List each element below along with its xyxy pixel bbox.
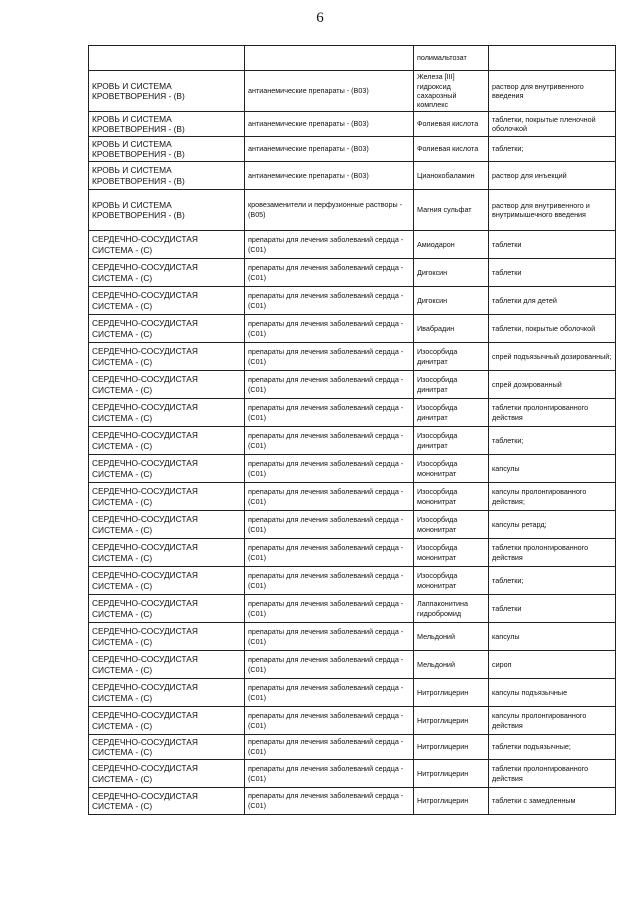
row-group-cell: антианемические препараты - (В03) xyxy=(245,112,414,137)
row-drug-cell: Нитроглицерин xyxy=(414,760,489,788)
row-category-cell: СЕРДЕЧНО-СОСУДИСТАЯ СИСТЕМА - (С) xyxy=(89,788,245,815)
row-form-cell: таблетки для детей xyxy=(489,287,616,315)
row-form-cell: таблетки с замедленным xyxy=(489,788,616,815)
row-drug-cell: Нитроглицерин xyxy=(414,679,489,707)
row-group-cell: препараты для лечения заболеваний сердца - (С01) xyxy=(245,343,414,371)
row-category-cell: СЕРДЕЧНО-СОСУДИСТАЯ СИСТЕМА - (С) xyxy=(89,343,245,371)
row-drug-cell: Нитроглицерин xyxy=(414,788,489,815)
row-group-cell: препараты для лечения заболеваний сердца - (С01) xyxy=(245,539,414,567)
table-row xyxy=(89,707,616,735)
row-form-cell: раствор для внутривенного и внутримышечного введения xyxy=(489,190,616,231)
table-row xyxy=(89,595,616,623)
row-form-cell: таблетки, покрытые оболочкой xyxy=(489,315,616,343)
table-row xyxy=(89,399,616,427)
row-group-cell: препараты для лечения заболеваний сердца - (С01) xyxy=(245,707,414,735)
row-group-cell: препараты для лечения заболеваний сердца - (С01) xyxy=(245,399,414,427)
row-drug-cell: Изосорбида мононитрат xyxy=(414,483,489,511)
row-group-cell: препараты для лечения заболеваний сердца - (С01) xyxy=(245,595,414,623)
table-row xyxy=(89,679,616,707)
table-row xyxy=(89,760,616,788)
row-category-cell: СЕРДЕЧНО-СОСУДИСТАЯ СИСТЕМА - (С) xyxy=(89,595,245,623)
row-group-cell: препараты для лечения заболеваний сердца - (С01) xyxy=(245,231,414,259)
drug-table-body xyxy=(89,46,616,815)
table-row xyxy=(89,788,616,815)
row-category-cell: КРОВЬ И СИСТЕМА КРОВЕТВОРЕНИЯ - (В) xyxy=(89,162,245,190)
row-category-cell: СЕРДЕЧНО-СОСУДИСТАЯ СИСТЕМА - (С) xyxy=(89,315,245,343)
row-form-cell: таблетки пролонгированного действия xyxy=(489,760,616,788)
row-form-cell: капсулы пролонгированного действия; xyxy=(489,483,616,511)
table-row xyxy=(89,735,616,760)
row-group-cell: антианемические препараты - (В03) xyxy=(245,162,414,190)
row-drug-cell: Изосорбида мононитрат xyxy=(414,455,489,483)
row-category-cell: СЕРДЕЧНО-СОСУДИСТАЯ СИСТЕМА - (С) xyxy=(89,539,245,567)
row-category-cell: СЕРДЕЧНО-СОСУДИСТАЯ СИСТЕМА - (С) xyxy=(89,567,245,595)
row-form-cell: таблетки пролонгированного действия xyxy=(489,399,616,427)
row-group-cell: препараты для лечения заболеваний сердца - (С01) xyxy=(245,511,414,539)
row-category-cell: СЕРДЕЧНО-СОСУДИСТАЯ СИСТЕМА - (С) xyxy=(89,483,245,511)
row-group-cell: препараты для лечения заболеваний сердца - (С01) xyxy=(245,788,414,815)
row-group-cell: препараты для лечения заболеваний сердца - (С01) xyxy=(245,735,414,760)
row-group-cell: препараты для лечения заболеваний сердца - (С01) xyxy=(245,455,414,483)
row-form-cell: спрей подъязычный дозированный; xyxy=(489,343,616,371)
table-row xyxy=(89,511,616,539)
table-row xyxy=(89,112,616,137)
row-drug-cell: полимальтозат xyxy=(414,46,489,71)
row-form-cell: капсулы ретард; xyxy=(489,511,616,539)
row-form-cell: таблетки xyxy=(489,231,616,259)
row-drug-cell: Амиодарон xyxy=(414,231,489,259)
row-category-cell: СЕРДЕЧНО-СОСУДИСТАЯ СИСТЕМА - (С) xyxy=(89,511,245,539)
row-category-cell xyxy=(89,46,245,71)
row-drug-cell: Изосорбида мононитрат xyxy=(414,567,489,595)
row-drug-cell: Нитроглицерин xyxy=(414,707,489,735)
row-drug-cell: Магния сульфат xyxy=(414,190,489,231)
row-drug-cell: Дигоксин xyxy=(414,287,489,315)
table-row xyxy=(89,455,616,483)
row-group-cell: препараты для лечения заболеваний сердца - (С01) xyxy=(245,427,414,455)
row-group-cell: препараты для лечения заболеваний сердца - (С01) xyxy=(245,760,414,788)
row-category-cell: СЕРДЕЧНО-СОСУДИСТАЯ СИСТЕМА - (С) xyxy=(89,455,245,483)
table-row xyxy=(89,287,616,315)
row-drug-cell: Изосорбида динитрат xyxy=(414,427,489,455)
row-drug-cell: Цианокобаламин xyxy=(414,162,489,190)
row-group-cell: антианемические препараты - (В03) xyxy=(245,137,414,162)
row-form-cell: капсулы xyxy=(489,623,616,651)
row-group-cell: препараты для лечения заболеваний сердца - (С01) xyxy=(245,315,414,343)
table-row xyxy=(89,231,616,259)
row-category-cell: СЕРДЕЧНО-СОСУДИСТАЯ СИСТЕМА - (С) xyxy=(89,259,245,287)
table-row xyxy=(89,162,616,190)
row-group-cell: антианемические препараты - (В03) xyxy=(245,71,414,112)
table-row xyxy=(89,315,616,343)
table-row xyxy=(89,343,616,371)
row-category-cell: КРОВЬ И СИСТЕМА КРОВЕТВОРЕНИЯ - (В) xyxy=(89,71,245,112)
page-number: 6 xyxy=(316,10,324,26)
table-row xyxy=(89,427,616,455)
row-drug-cell: Мельдоний xyxy=(414,623,489,651)
row-category-cell: СЕРДЕЧНО-СОСУДИСТАЯ СИСТЕМА - (С) xyxy=(89,427,245,455)
row-form-cell: капсулы xyxy=(489,455,616,483)
row-drug-cell: Изосорбида динитрат xyxy=(414,343,489,371)
row-form-cell: таблетки пролонгированного действия xyxy=(489,539,616,567)
row-group-cell: препараты для лечения заболеваний сердца - (С01) xyxy=(245,371,414,399)
table-row xyxy=(89,567,616,595)
row-drug-cell: Нитроглицерин xyxy=(414,735,489,760)
row-drug-cell: Фолиевая кислота xyxy=(414,112,489,137)
row-group-cell: препараты для лечения заболеваний сердца - (С01) xyxy=(245,483,414,511)
row-category-cell: СЕРДЕЧНО-СОСУДИСТАЯ СИСТЕМА - (С) xyxy=(89,760,245,788)
row-drug-cell: Изосорбида мононитрат xyxy=(414,539,489,567)
row-group-cell: препараты для лечения заболеваний сердца - (С01) xyxy=(245,287,414,315)
row-group-cell: кровезаменители и перфузионные растворы - (В05) xyxy=(245,190,414,231)
row-form-cell: таблетки, покрытые пленочной оболочкой xyxy=(489,112,616,137)
row-drug-cell: Изосорбида мононитрат xyxy=(414,511,489,539)
row-drug-cell: Железа [III] гидроксид сахарозный комплекс xyxy=(414,71,489,112)
row-form-cell: сироп xyxy=(489,651,616,679)
table-row xyxy=(89,623,616,651)
row-category-cell: СЕРДЕЧНО-СОСУДИСТАЯ СИСТЕМА - (С) xyxy=(89,287,245,315)
row-category-cell: СЕРДЕЧНО-СОСУДИСТАЯ СИСТЕМА - (С) xyxy=(89,679,245,707)
row-group-cell: препараты для лечения заболеваний сердца - (С01) xyxy=(245,623,414,651)
row-form-cell: раствор для внутривенного введения xyxy=(489,71,616,112)
table-row xyxy=(89,46,616,71)
row-form-cell: таблетки xyxy=(489,259,616,287)
row-form-cell: таблетки; xyxy=(489,137,616,162)
row-form-cell: таблетки; xyxy=(489,567,616,595)
row-drug-cell: Дигоксин xyxy=(414,259,489,287)
row-drug-cell: Изосорбида динитрат xyxy=(414,371,489,399)
drug-table xyxy=(88,45,616,815)
table-row xyxy=(89,71,616,112)
row-group-cell: препараты для лечения заболеваний сердца - (С01) xyxy=(245,651,414,679)
row-category-cell: КРОВЬ И СИСТЕМА КРОВЕТВОРЕНИЯ - (В) xyxy=(89,190,245,231)
row-drug-cell: Ивабрадин xyxy=(414,315,489,343)
table-row xyxy=(89,190,616,231)
row-category-cell: СЕРДЕЧНО-СОСУДИСТАЯ СИСТЕМА - (С) xyxy=(89,735,245,760)
table-row xyxy=(89,483,616,511)
table-row xyxy=(89,259,616,287)
row-group-cell: препараты для лечения заболеваний сердца - (С01) xyxy=(245,679,414,707)
row-group-cell: препараты для лечения заболеваний сердца - (С01) xyxy=(245,567,414,595)
row-form-cell: спрей дозированный xyxy=(489,371,616,399)
row-category-cell: СЕРДЕЧНО-СОСУДИСТАЯ СИСТЕМА - (С) xyxy=(89,623,245,651)
table-row xyxy=(89,651,616,679)
row-form-cell: капсулы подъязычные xyxy=(489,679,616,707)
row-drug-cell: Мельдоний xyxy=(414,651,489,679)
row-drug-cell: Изосорбида динитрат xyxy=(414,399,489,427)
table-row xyxy=(89,371,616,399)
row-form-cell: таблетки; xyxy=(489,427,616,455)
row-form-cell xyxy=(489,46,616,71)
row-form-cell: таблетки xyxy=(489,595,616,623)
row-category-cell: СЕРДЕЧНО-СОСУДИСТАЯ СИСТЕМА - (С) xyxy=(89,231,245,259)
row-drug-cell: Лаппаконитина гидробромид xyxy=(414,595,489,623)
row-drug-cell: Фолиевая кислота xyxy=(414,137,489,162)
row-category-cell: СЕРДЕЧНО-СОСУДИСТАЯ СИСТЕМА - (С) xyxy=(89,371,245,399)
row-form-cell: раствор для инъекций xyxy=(489,162,616,190)
row-form-cell: капсулы пролонгированного действия xyxy=(489,707,616,735)
row-category-cell: СЕРДЕЧНО-СОСУДИСТАЯ СИСТЕМА - (С) xyxy=(89,651,245,679)
row-category-cell: КРОВЬ И СИСТЕМА КРОВЕТВОРЕНИЯ - (В) xyxy=(89,112,245,137)
row-category-cell: СЕРДЕЧНО-СОСУДИСТАЯ СИСТЕМА - (С) xyxy=(89,399,245,427)
row-category-cell: КРОВЬ И СИСТЕМА КРОВЕТВОРЕНИЯ - (В) xyxy=(89,137,245,162)
row-group-cell: препараты для лечения заболеваний сердца - (С01) xyxy=(245,259,414,287)
table-row xyxy=(89,539,616,567)
row-form-cell: таблетки подъязычные; xyxy=(489,735,616,760)
row-group-cell xyxy=(245,46,414,71)
table-row xyxy=(89,137,616,162)
row-category-cell: СЕРДЕЧНО-СОСУДИСТАЯ СИСТЕМА - (С) xyxy=(89,707,245,735)
